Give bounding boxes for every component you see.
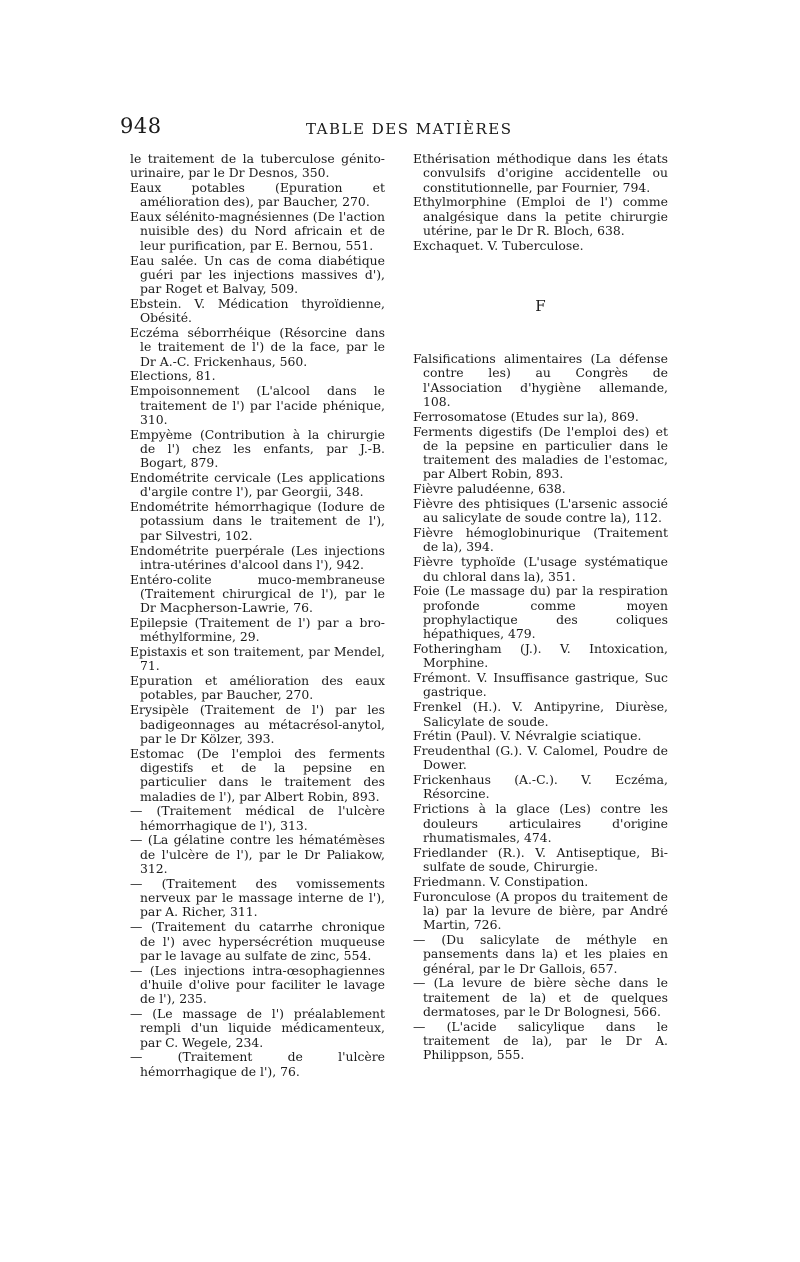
index-entry: — (Traitement du catarrhe chronique de l') avec hypersécrétion muqueuse par le lavage au sulfate de zinc, 554.	[130, 919, 385, 963]
index-entry: Friedlander (R.). V. Antiseptique, Bi-sulfate de soude, Chirurgie.	[413, 844, 668, 874]
index-entry: Eau salée. Un cas de coma diabétique guéri par les injections massives d'), par Roget et Balvay, 509.	[130, 252, 385, 297]
index-entry: Endométrite puerpérale (Les injections intra-utérines d'alcool dans l'), 942.	[130, 542, 385, 572]
index-entry: Foie (Le massage du) par la respiration profonde comme moyen prophylactique des coliques hépathiques, 479.	[413, 583, 668, 642]
index-entry: — (Traitement médical de l'ulcère hémorrhagique de l'), 313.	[130, 803, 385, 833]
index-entry: Empoisonnement (L'alcool dans le traitement de l') par l'acide phénique, 310.	[130, 383, 385, 427]
index-entry: Epuration et amélioration des eaux potables, par Baucher, 270.	[130, 673, 385, 703]
index-entry: Exchaquet. V. Tuberculose.	[413, 237, 584, 253]
left-column	[130, 152, 385, 1080]
index-entry: Epistaxis et son traitement, par Mendel, 71.	[130, 644, 385, 674]
index-entry: Frétin (Paul). V. Névralgie sciatique.	[413, 728, 642, 744]
index-entry: Erysipèle (Traitement de l') par les badigeonnages au métacrésol-anytol, par le Dr Kölzer, 393.	[130, 702, 385, 746]
index-entry: Endométrite hémorrhagique (Iodure de potassium dans le traitement de l'), par Silvestri, 102.	[130, 499, 385, 543]
index-entry: Entéro-colite muco-membraneuse (Traitement chirurgical de l'), par le Dr Macpherson-Lawrie, 76.	[130, 571, 385, 616]
index-entry: Eaux potables (Epuration et amélioration des), par Baucher, 270.	[130, 180, 385, 210]
index-entry: Fotheringham (J.). V. Intoxication, Morphine.	[413, 641, 668, 671]
index-entry: Ethylmorphine (Emploi de l') comme analgésique dans la petite chirurgie utérine, par le Dr R. Bloch, 638.	[413, 194, 668, 238]
index-entry: Eaux sélénito-magnésiennes (De l'action nuisible des) du Nord africain et de leur purification, par E. Bernou, 551.	[130, 209, 385, 253]
index-entry: Ferments digestifs (De l'emploi des) et de la pepsine en particulier dans le traitement des maladies de l'estomac, par Albert Robin, 893.	[413, 423, 668, 482]
index-entry: — (Le massage de l') préalablement rempli d'un liquide médicamenteux, par C. Wegele, 234.	[130, 1006, 385, 1050]
page-number: 948	[120, 114, 162, 138]
index-entry: Friedmann. V. Constipation.	[413, 873, 589, 889]
section-letter: F	[535, 297, 546, 316]
index-entry: Freudenthal (G.). V. Calomel, Poudre de Dower.	[413, 743, 668, 773]
index-entry: Ebstein. V. Médication thyroïdienne, Obésité.	[130, 295, 385, 326]
index-entry: Endométrite cervicale (Les applications d'argile contre l'), par Georgii, 348.	[130, 470, 385, 500]
index-entry: Frémont. V. Insuffisance gastrique, Suc gastrique.	[413, 670, 668, 700]
index-entry: Estomac (De l'emploi des ferments digestifs et de la pepsine en particulier dans le traitement des maladies de l'), par Albert Robin, 893.	[130, 745, 385, 804]
index-entry: — (Les injections intra-œsophagiennes d'huile d'olive pour faciliter le lavage de l'), 235.	[130, 962, 385, 1007]
index-entry: Ferrosomatose (Etudes sur la), 869.	[413, 408, 639, 424]
right-column-e-entries	[413, 152, 668, 253]
index-entry: Fièvre typhoïde (L'usage systématique du chloral dans la), 351.	[413, 554, 668, 584]
right-column-f-entries	[413, 352, 668, 1063]
running-title: TABLE DES MATIÈRES	[306, 120, 513, 138]
index-entry: — (Traitement de l'ulcère hémorrhagique de l'), 76.	[130, 1049, 385, 1079]
index-entry: Fièvre paludéenne, 638.	[413, 481, 566, 497]
index-entry: — (Du salicylate de méthyle en pansements dans la) et les plaies en général, par le Dr Gallois, 657.	[413, 931, 668, 976]
index-entry: Frenkel (H.). V. Antipyrine, Diurèse, Salicylate de soude.	[413, 699, 668, 729]
index-entry: Frictions à la glace (Les) contre les douleurs articulaires d'origine rhumatismales, 474.	[413, 801, 668, 845]
index-entry: Eczéma séborrhéique (Résorcine dans le traitement de l') de la face, par le Dr A.-C. Frickenhaus, 560.	[130, 325, 385, 369]
index-entry: — (La levure de bière sèche dans le traitement de la) et de quelques dermatoses, par le Dr Bolognesi, 566.	[413, 975, 668, 1019]
index-entry: le traitement de la tuberculose génito-urinaire, par le Dr Desnos, 350.	[130, 151, 385, 181]
index-entry: Fièvre des phtisiques (L'arsenic associé au salicylate de soude contre la), 112.	[413, 496, 668, 526]
index-entry: Fièvre hémoglobinurique (Traitement de la), 394.	[413, 525, 668, 555]
index-entry: — (La gélatine contre les hématémèses de l'ulcère de l'), par le Dr Paliakow, 312.	[130, 832, 385, 877]
index-entry: — (L'acide salicylique dans le traitement de la), par le Dr A. Philippson, 555.	[413, 1018, 668, 1063]
index-entry: Ethérisation méthodique dans les états convulsifs d'origine accidentelle ou constitutionnelle, par Fournier, 794.	[413, 151, 668, 195]
index-entry: Furonculose (A propos du traitement de la) par la levure de bière, par André Martin, 726.	[413, 888, 668, 933]
index-entry: Epilepsie (Traitement de l') par a bro-méthylformine, 29.	[130, 615, 385, 645]
right-column	[413, 152, 668, 1063]
index-entry: Elections, 81.	[130, 368, 216, 384]
index-entry: Falsifications alimentaires (La défense contre les) au Congrès de l'Association d'hygiène allemande, 108.	[413, 351, 668, 409]
index-entry: — (Traitement des vomissements nerveux par le massage interne de l'), par A. Richer, 311.	[130, 875, 385, 920]
index-entry: Frickenhaus (A.-C.). V. Eczéma, Résorcine.	[413, 772, 668, 802]
index-entry: Empyème (Contribution à la chirurgie de l') chez les enfants, par J.-B. Bogart, 879.	[130, 426, 385, 471]
